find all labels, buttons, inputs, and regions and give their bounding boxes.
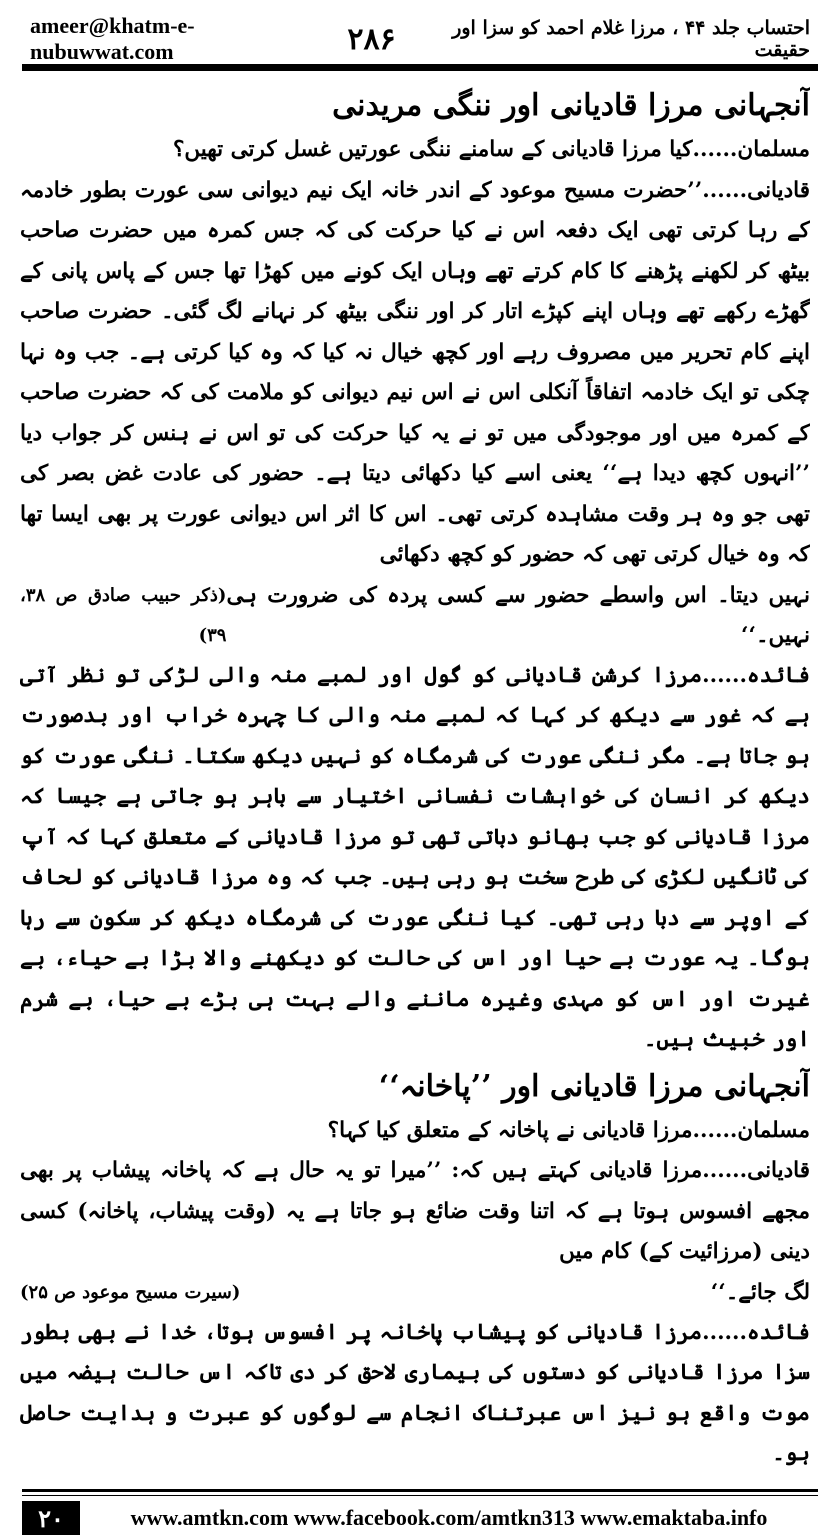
benefit-label: فائدہ......	[702, 662, 810, 688]
answer-text: مرزا قادیانی کہتے ہیں کہ: ’’میرا تو یہ حال ہے کہ پاخانہ پیشاب پر بھی مجھے افسوس ہوتا ہے کہ اتنا وقت ضائع ہو جاتا ہے یہ (وقت پیشاب، پاخانہ) کسی دینی (مرزائیت کے) کام میں	[20, 1158, 810, 1264]
section1-reference-line	[20, 576, 810, 656]
header-page-number: ۲۸۶	[347, 21, 396, 57]
section2-heading: آنجہانی مرزا قادیانی اور ’’پاخانہ‘‘	[378, 1068, 810, 1104]
qadiani-label: قادیانی......	[702, 177, 810, 203]
section1-question	[20, 130, 810, 171]
footer-rule-thin	[22, 1495, 818, 1496]
section2-benefit	[20, 1313, 810, 1475]
header-title: احتساب جلد ۴۴ ، مرزا غلام احمد کو سزا اور حقیقت	[452, 17, 810, 61]
section2-reference-line	[20, 1273, 810, 1313]
section1-benefit	[20, 656, 810, 1061]
question-text: کیا مرزا قادیانی کے سامنے ننگی عورتیں غسل کرتی تھیں؟	[172, 137, 693, 162]
header-left	[30, 13, 396, 65]
footer-page-number: ۲۰	[22, 1501, 80, 1535]
section2-question	[20, 1111, 810, 1152]
footer-links[interactable]: www.amtkn.com www.facebook.com/amtkn313 www.emaktaba.info	[130, 1505, 768, 1530]
reference: (ذکر حبیب صادق ص ۳۸، ۳۹)	[20, 584, 227, 646]
section2-answer	[20, 1151, 810, 1273]
page-content	[20, 80, 810, 1475]
muslim-label: مسلمان......	[692, 137, 810, 162]
qadiani-label: قادیانی......	[702, 1158, 810, 1183]
header-email: ameer@khatm-e-nubuwwat.com	[30, 13, 195, 64]
answer-end-text: لگ جائے۔‘‘	[710, 1279, 810, 1305]
footer-rule	[22, 1489, 818, 1492]
benefit-text: مرزا کرشن قادیانی کو گول اور لمبے منہ والی لڑکی تو نظر آتی ہے کہ غور سے دیکھ کر کہا کہ لمبے منہ والی کا چہرہ خراب اور بدصورت ہو جاتا ہے۔ مگر ننگی عورت کی شرمگاہ کو نہیں دیکھ سکتا۔ ننگی عورت کو دیکھ کر انسان کی خواہشات نفسانی اختیار سے باہر ہو جاتی ہے جیسا کہ مرزا قادیانی کو جب بھانو دباتی تھی تو مرزا قادیانی کے متعلق کہا کہ آپ کی ٹانگیں لکڑی کی طرح سخت ہو رہی ہیں۔ جب کہ وہ مرزا قادیانی کو لحاف کے اوپر سے دبا رہی تھی۔ کیا ننگی عورت کی شرمگاہ دیکھ کر سکون سے رہا ہوگا۔ یہ عورت بے حیا اور اس کی حالت کو دیکھنے والا بڑا بے حیاء، بے غیرت اور اس کو مہدی وغیرہ ماننے والے بہت ہی بڑے بے حیا، بے شرم اور خبیث ہیں۔	[20, 662, 810, 1052]
benefit-label: فائدہ......	[702, 1319, 810, 1345]
question-text: مرزا قادیانی نے پاخانہ کے متعلق کیا کہا؟	[327, 1117, 693, 1143]
muslim-label: مسلمان......	[692, 1117, 810, 1143]
page-header	[30, 13, 810, 64]
answer-text: ’’حضرت مسیح موعود کے اندر خانہ ایک نیم دیوانی سی عورت بطور خادمہ کے رہا کرتی تھی ایک دفعہ اس نے کیا حرکت کی کہ جس کمرہ میں حضرت صاحب بیٹھ کر لکھنے پڑھنے کا کام کرتے تھے وہاں ایک کونے میں کھڑا تھا جس کے پاس پانی کے گھڑے رکھے تھے وہاں اپنے کپڑے اتار کر اور ننگی بیٹھ کر نہانے لگ گئی۔ حضرت صاحب اپنے کام تحریر میں مصروف رہے اور کچھ خیال نہ کیا کہ وہ کیا کرتی ہے۔ جب وہ نہا چکی تو ایک خادمہ اتفاقاً آنکلی اس نے اس نیم دیوانی کو ملامت کی کہ حضرت صاحب کے کمرہ میں اور موجودگی میں تو نے یہ کیا حرکت کی تو اس نے ہنس کر جواب دیا ’’انہوں کچھ دیدا ہے‘‘ یعنی اسے کیا دکھائی دیتا ہے۔ حضور کی عادت غض بصر کی تھی جو وہ ہر وقت مشاہدہ کرتی تھی۔ اس کا اثر اس دیوانی عورت پر بھی ایسا تھا کہ وہ خیال کرتی تھی کہ حضور کو کچھ دکھائی	[20, 177, 810, 567]
answer-end-text: نہیں دیتا۔ اس واسطے حضور سے کسی پردہ کی ضرورت ہی نہیں۔‘‘	[226, 582, 810, 648]
header-rule	[22, 64, 818, 71]
section1-heading: آنجہانی مرزا قادیانی اور ننگی مریدنی	[332, 88, 810, 123]
section1-answer	[20, 171, 810, 576]
reference: (سیرت مسیح موعود ص ۲۵)	[20, 1281, 241, 1303]
page-footer	[22, 1500, 818, 1536]
benefit-text: مرزا قادیانی کو پیشاب پاخانہ پر افسوس ہوتا، خدا نے بھی بطور سزا مرزا قادیانی کو دستوں کی بیماری لاحق کر دی تاکہ اس حالت ہیضہ میں موت واقع ہو نیز اس عبرتناک انجام سے لوگوں کو عبرت و ہدایت حاصل ہو۔	[20, 1319, 810, 1466]
